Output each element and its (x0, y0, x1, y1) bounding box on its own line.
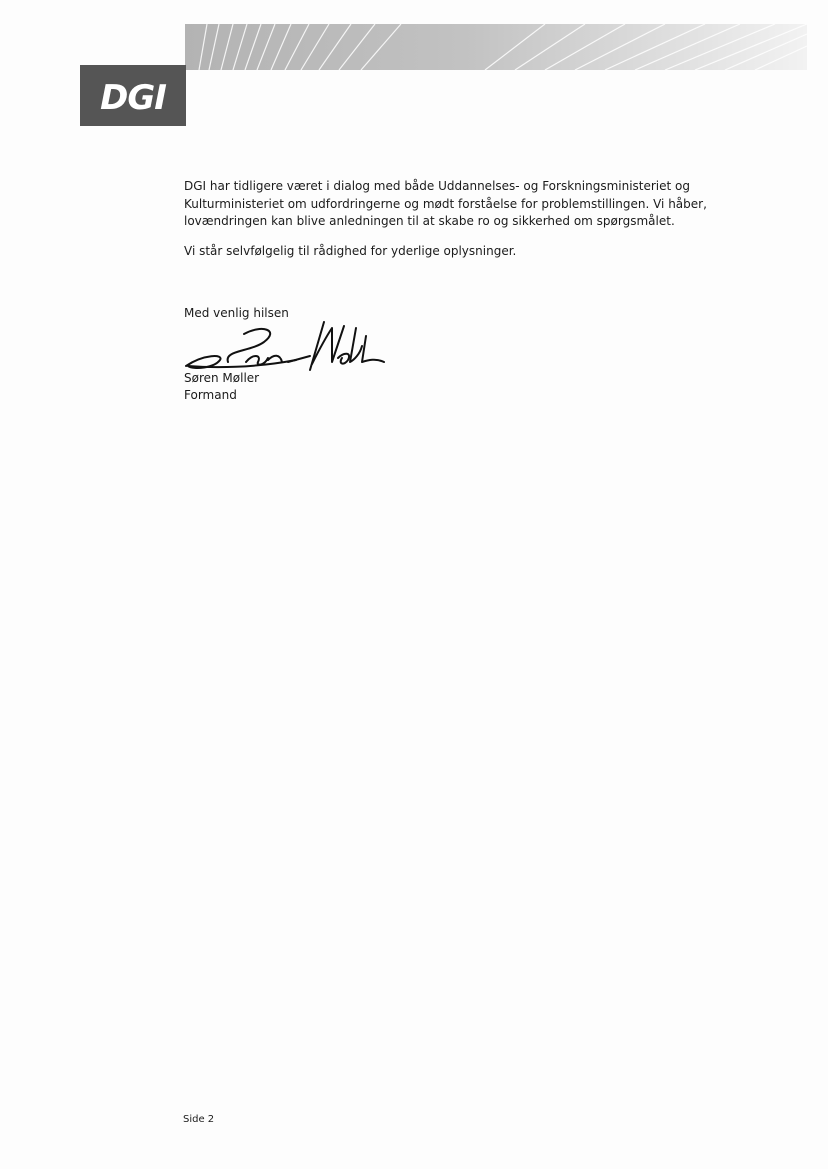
header-stripe-band (185, 24, 807, 70)
paragraph-dialog: DGI har tidligere været i dialog med både Uddannelses- og Forskningsministeriet og Kulturministeriet om udfordringerne og mødt forståelse for problemstillingen. Vi håber, lovændringen kan blive anledningen til at skabe ro og sikkerhed om spørgsmålet. (184, 179, 707, 228)
dgi-logo (80, 65, 186, 126)
closing-greeting: Med venlig hilsen (184, 306, 289, 320)
paragraph-availability: Vi står selvfølgelig til rådighed for yderlige oplysninger. (184, 244, 517, 258)
dgi-logo-text: DGI (100, 78, 166, 118)
signer-name: Søren Møller (184, 371, 260, 385)
page-number: Side 2 (183, 1114, 215, 1125)
signer-title: Formand (184, 388, 237, 402)
handwritten-signature (184, 310, 394, 378)
